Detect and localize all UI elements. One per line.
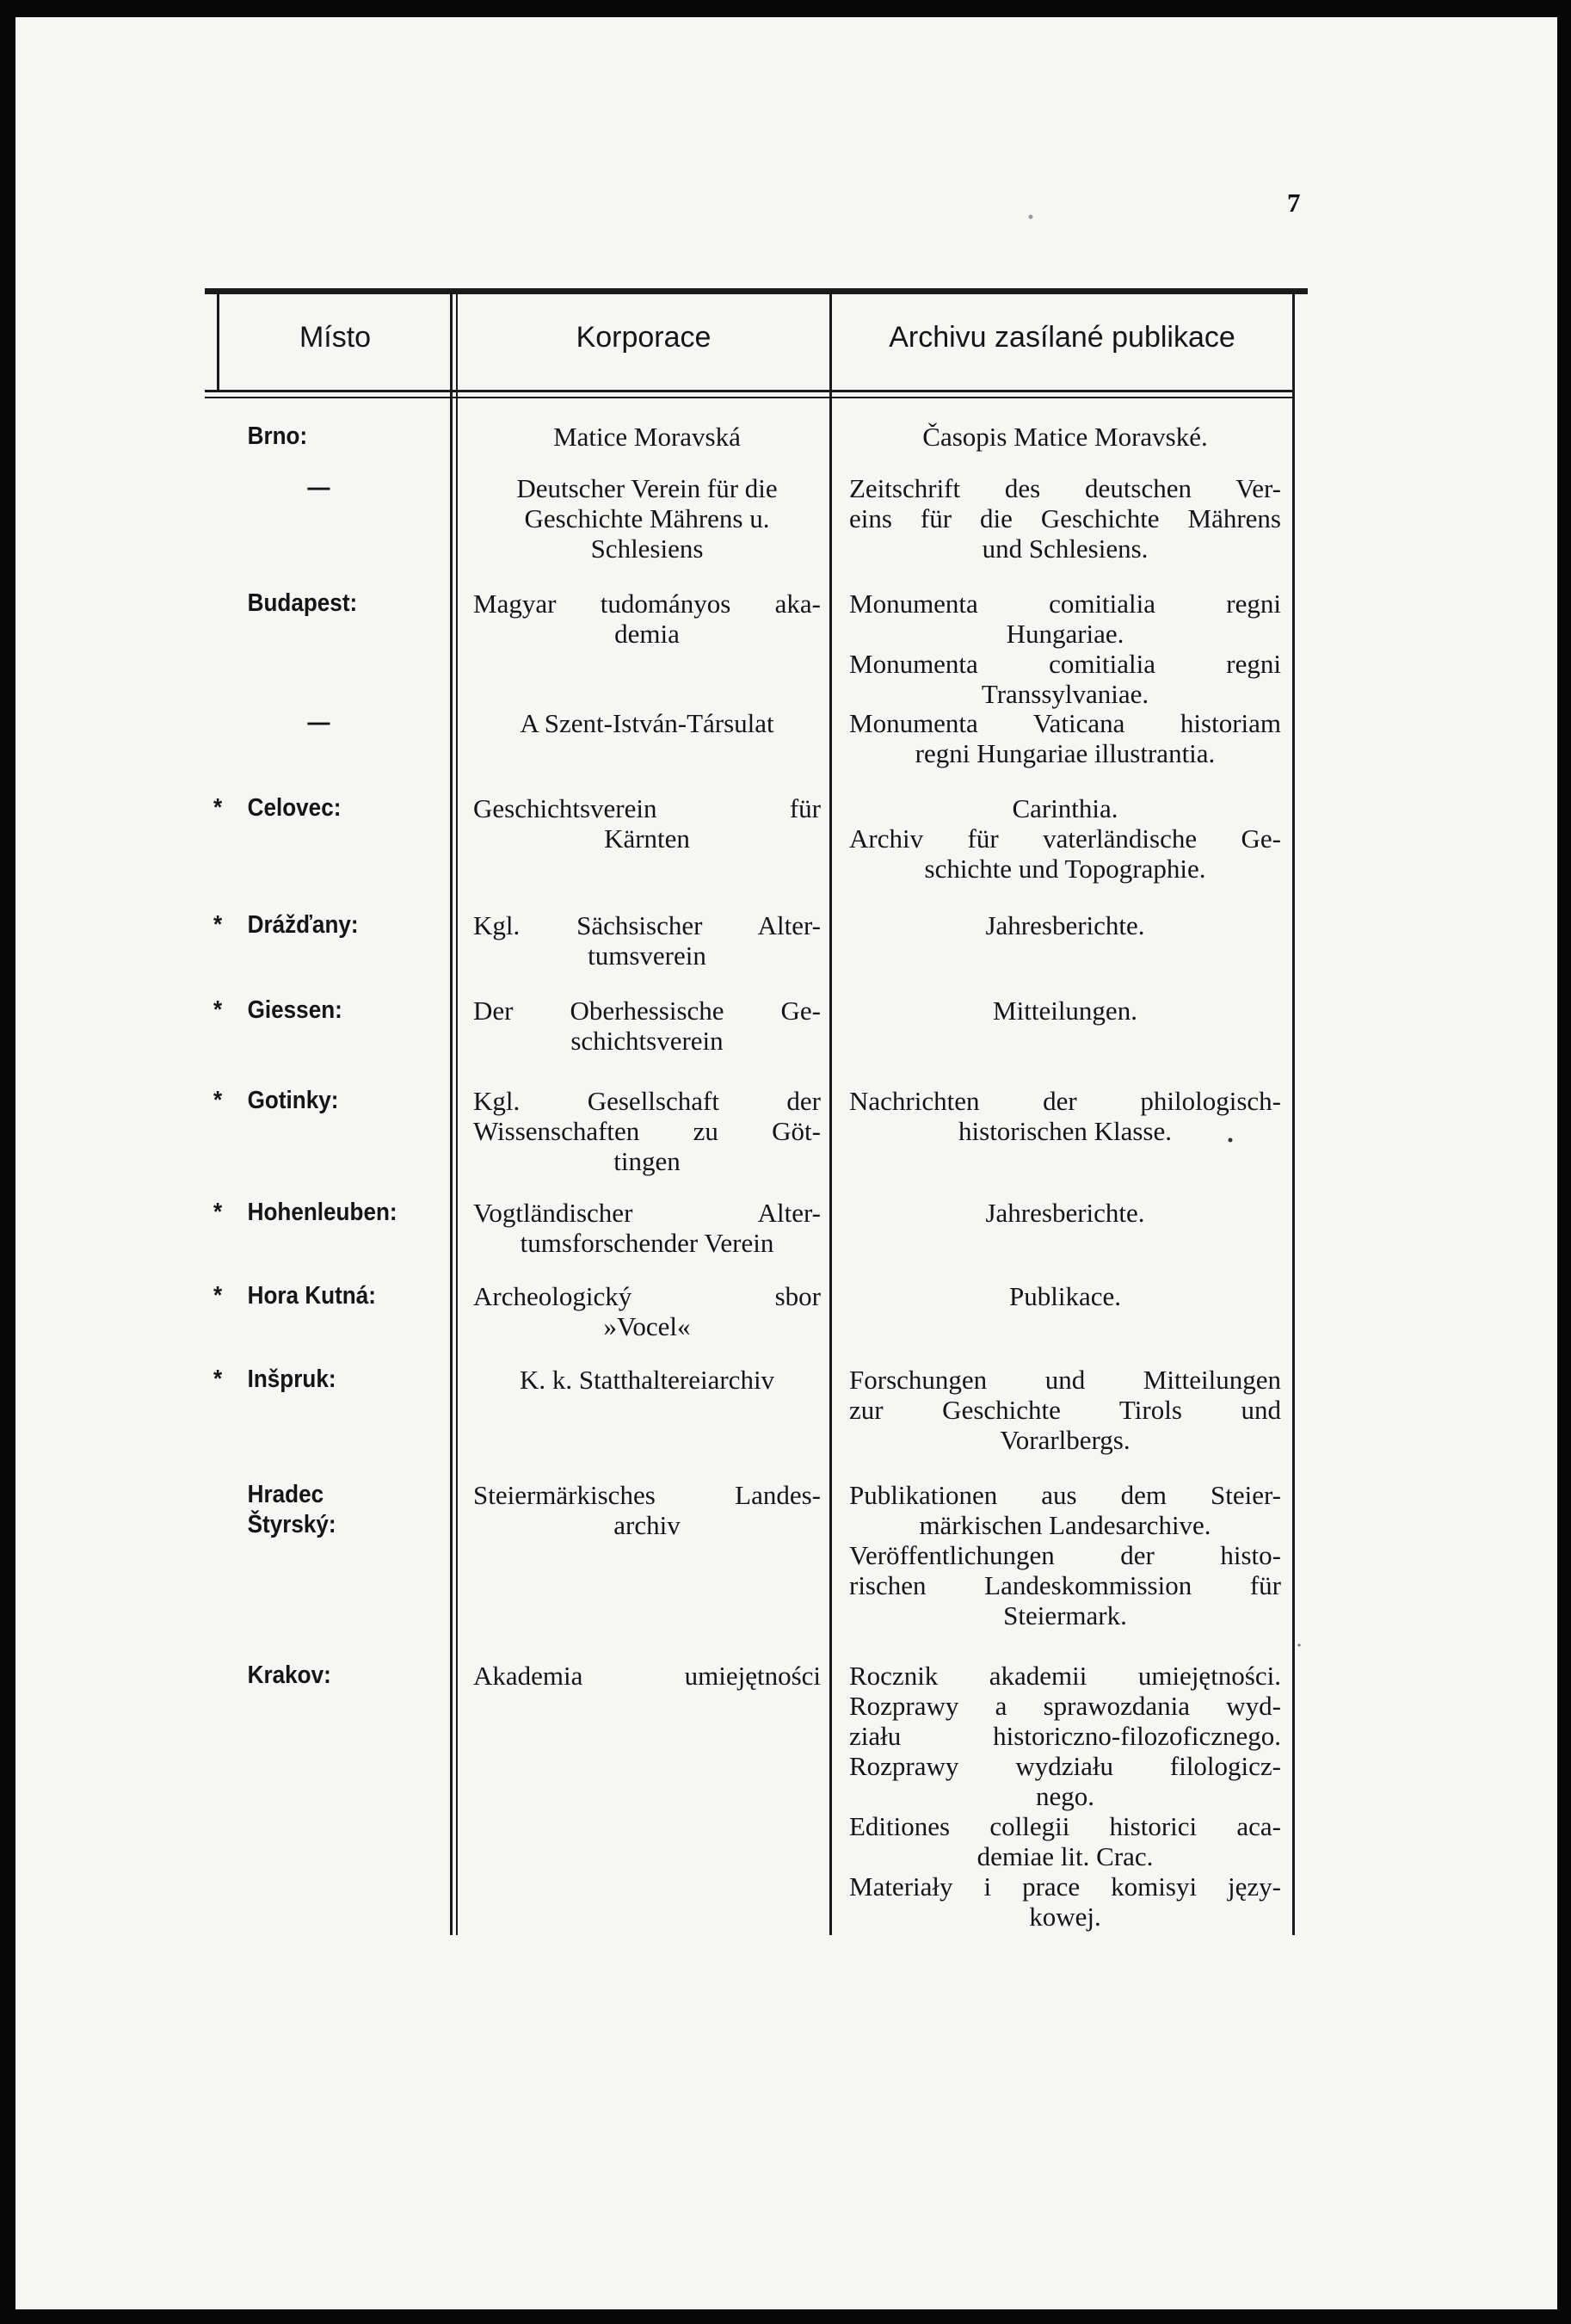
corporation-line: K. k. Statthaltereiarchiv: [519, 1365, 775, 1395]
publication-line: märkischen Landesarchive.: [919, 1510, 1211, 1540]
document-page: [15, 17, 1557, 2309]
place-cell: [213, 793, 424, 823]
publication-line: und Schlesiens.: [982, 533, 1149, 564]
publications-cell: [832, 1198, 1288, 1228]
column-header-publications: Archivu zasílané publikace: [889, 321, 1235, 354]
publications-cell: [832, 589, 1288, 709]
header-bottom-rule-thin: [205, 397, 1292, 398]
publications-cell: [832, 1281, 1288, 1311]
publication-line: demiae lit. Crac.: [976, 1841, 1154, 1871]
publications-cell: [832, 708, 1288, 768]
column-divider-place: [450, 294, 453, 1935]
publication-line: Vorarlbergs.: [1000, 1425, 1131, 1455]
corporation-line: Der Oberhessische Ge-: [473, 996, 821, 1026]
column-divider-right-edge: [1292, 294, 1295, 1935]
publications-cell: [832, 996, 1288, 1026]
corporation-line: Matice Moravská: [553, 422, 741, 452]
publication-line: Monumenta comitialia regni: [849, 649, 1281, 679]
place-name: Drážďany:: [247, 911, 359, 939]
publication-line: Monumenta Vaticana historiam: [849, 708, 1281, 738]
corporation-cell: [458, 996, 821, 1056]
place-cell: [213, 708, 424, 738]
column-header-place: Místo: [299, 321, 372, 354]
corporation-cell: [458, 589, 821, 649]
publications-cell: [832, 1661, 1288, 1932]
publication-line: Transsylvaniae.: [981, 679, 1149, 709]
place-cell: [213, 1480, 424, 1540]
corporation-line: Kgl. Gesellschaft der: [473, 1086, 821, 1116]
place-cell: [213, 1086, 424, 1116]
publication-line: Archiv für vaterländische Ge-: [849, 823, 1281, 854]
publications-cell: [832, 793, 1288, 884]
publication-line: Jahresberichte.: [985, 1198, 1145, 1228]
publications-cell: [832, 473, 1288, 564]
place-cell: [213, 1365, 424, 1395]
place-name: Inšpruk:: [247, 1365, 336, 1393]
corporation-line: Geschichte Mährens u.: [524, 503, 770, 533]
place-name: —: [307, 709, 330, 737]
publication-line: Rocznik akademii umiejętności.: [849, 1661, 1281, 1691]
corporation-line: Wissenschaften zu Göt-: [473, 1116, 821, 1146]
publications-cell: [832, 1480, 1288, 1630]
place-name: Giessen:: [247, 996, 342, 1024]
corporation-line: demia: [614, 619, 680, 649]
corporation-line: »Vocel«: [603, 1311, 691, 1341]
place-name: Hora Kutná:: [247, 1282, 376, 1310]
asterisk-mark: *: [213, 1282, 223, 1310]
publication-line: Monumenta comitialia regni: [849, 589, 1281, 619]
corporation-line: Archeologický sbor: [473, 1281, 821, 1311]
publication-line: historischen Klasse.: [958, 1116, 1172, 1146]
place-name: Hohenleuben:: [247, 1199, 397, 1226]
table-top-rule: [205, 288, 1308, 294]
corporation-line: Kärnten: [604, 823, 690, 854]
asterisk-mark: *: [213, 1365, 223, 1393]
place-cell: [213, 910, 424, 940]
corporation-cell: [458, 1365, 821, 1395]
place-cell: [213, 1198, 424, 1228]
corporation-line: Schlesiens: [590, 533, 704, 564]
publication-line: nego.: [1035, 1781, 1094, 1811]
corporation-line: Geschichtsverein für: [473, 793, 821, 823]
corporation-line: schichtsverein: [570, 1026, 724, 1056]
corporation-cell: [458, 1198, 821, 1258]
place-name: Brno:: [247, 422, 308, 450]
publication-line: rischen Landeskommission für: [849, 1570, 1281, 1600]
asterisk-mark: *: [213, 1199, 223, 1226]
corporation-line: tumsforschender Verein: [520, 1228, 774, 1258]
publication-line: Nachrichten der philologisch-: [849, 1086, 1281, 1116]
corporation-cell: [458, 1086, 821, 1176]
corporation-cell: [458, 473, 821, 564]
publication-line: Editiones collegii historici aca-: [849, 1811, 1281, 1841]
corporation-line: Vogtländischer Alter-: [473, 1198, 821, 1228]
publication-line: Publikace.: [1009, 1281, 1121, 1311]
corporation-cell: [458, 1661, 821, 1691]
publication-line: eins für die Geschichte Mährens: [849, 503, 1281, 533]
header-bottom-rule: [205, 390, 1292, 392]
place-cell: [213, 1281, 424, 1311]
publication-line: Forschungen und Mitteilungen: [849, 1365, 1281, 1395]
asterisk-mark: *: [213, 1087, 223, 1114]
corporation-cell: [458, 793, 821, 854]
page-number: 7: [1287, 188, 1301, 218]
publication-line: Mitteilungen.: [993, 996, 1137, 1026]
place-name: Celovec:: [247, 794, 342, 822]
publication-line: Jahresberichte.: [985, 910, 1145, 940]
place-cell: [213, 589, 424, 619]
column-header-corporation: Korporace: [576, 321, 712, 354]
place-name: Budapest:: [247, 589, 358, 617]
corporation-line: Steiermärkisches Landes-: [473, 1480, 821, 1510]
corporation-cell: [458, 1281, 821, 1341]
place-name: Hradec Štyrský:: [247, 1481, 336, 1538]
place-cell: [213, 1661, 424, 1691]
asterisk-mark: *: [213, 911, 223, 939]
publication-line: schichte und Topographie.: [924, 854, 1206, 884]
publication-line: Zeitschrift des deutschen Ver-: [849, 473, 1281, 503]
publication-line: Veröffentlichungen der histo-: [849, 1540, 1281, 1570]
publication-line: zur Geschichte Tirols und: [849, 1395, 1281, 1425]
corporation-cell: [458, 708, 821, 738]
publications-cell: [832, 422, 1288, 452]
publication-line: regni Hungariae illustrantia.: [915, 738, 1216, 768]
place-name: —: [307, 474, 330, 502]
asterisk-mark: *: [213, 996, 223, 1024]
column-divider-left-edge: [217, 294, 219, 392]
publication-line: Časopis Matice Moravské.: [922, 422, 1208, 452]
corporation-line: Magyar tudományos aka-: [473, 589, 821, 619]
publication-line: Steiermark.: [1003, 1600, 1127, 1630]
publications-cell: [832, 1086, 1288, 1146]
corporation-cell: [458, 422, 821, 452]
publications-cell: [832, 910, 1288, 940]
publications-cell: [832, 1365, 1288, 1455]
corporation-cell: [458, 1480, 821, 1540]
corporation-line: A Szent-István-Társulat: [520, 708, 774, 738]
publication-line: Carinthia.: [1012, 793, 1118, 823]
corporation-line: tumsverein: [588, 940, 706, 971]
corporation-line: Deutscher Verein für die: [516, 473, 778, 503]
publication-line: Hungariae.: [1006, 619, 1124, 649]
publication-line: Materiały i prace komisyi języ-: [849, 1871, 1281, 1902]
corporation-line: archiv: [613, 1510, 681, 1540]
corporation-cell: [458, 910, 821, 971]
publication-line: Rozprawy a sprawozdania wyd-: [849, 1691, 1281, 1721]
corporation-line: Akademia umiejętności: [473, 1661, 821, 1691]
place-name: Gotinky:: [247, 1087, 339, 1114]
corporation-line: Kgl. Sächsischer Alter-: [473, 910, 821, 940]
place-cell: [213, 422, 424, 452]
asterisk-mark: *: [213, 794, 223, 822]
place-name: Krakov:: [247, 1661, 331, 1689]
place-cell: [213, 473, 424, 503]
publication-line: Rozprawy wydziału filologicz-: [849, 1751, 1281, 1781]
corporation-line: tingen: [613, 1146, 681, 1176]
publication-line: Publikationen aus dem Steier-: [849, 1480, 1281, 1510]
publication-line: kowej.: [1029, 1902, 1101, 1932]
place-cell: [213, 996, 424, 1026]
publication-line: ziału historiczno-filozoficznego.: [849, 1721, 1281, 1751]
